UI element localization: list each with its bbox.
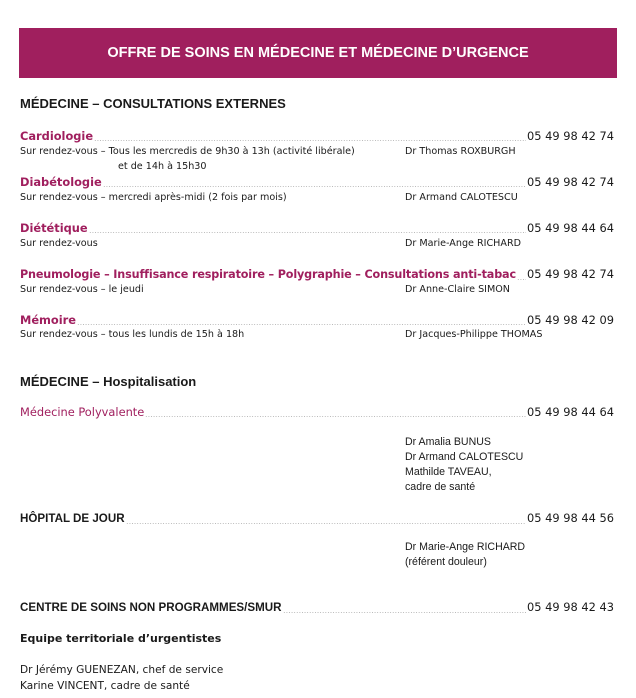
phone-number: 05 49 98 42 74 <box>527 175 614 189</box>
staff-list-hopital-de-jour <box>405 540 525 570</box>
phone-number: 05 49 98 42 43 <box>527 600 614 614</box>
entry-details: Sur rendez-vous – mercredi après-midi (2 fois par mois) <box>20 192 287 203</box>
entry-name: Diabétologie <box>20 175 102 189</box>
phone-number: 05 49 98 42 09 <box>527 313 614 327</box>
phone-number: 05 49 98 44 56 <box>527 511 614 525</box>
entry-centre-de-soins <box>20 600 614 615</box>
section-heading-hospitalisation: MÉDECINE – Hospitalisation <box>20 374 197 389</box>
entry-diabetologie <box>20 175 614 189</box>
staff-member: Mathilde TAVEAU, <box>405 466 492 478</box>
entry-name: CENTRE DE SOINS NON PROGRAMMES/SMUR <box>20 601 282 614</box>
team-member: Dr Jérémy GUENEZAN, chef de service <box>20 664 224 676</box>
entry-name: HÔPITAL DE JOUR <box>20 512 125 525</box>
entry-name: Pneumologie – Insuffisance respiratoire – Polygraphie – Consultations anti-tabac <box>20 268 516 281</box>
team-members <box>20 662 223 694</box>
dot-leader <box>94 131 526 141</box>
doctor-name: Dr Jacques-Philippe THOMAS <box>405 329 543 340</box>
entry-medecine-polyvalente <box>20 405 614 419</box>
entry-details: Sur rendez-vous – tous les lundis de 15h à 18h <box>20 329 245 340</box>
doctor-name: Dr Anne-Claire SIMON <box>405 284 510 295</box>
staff-member: (référent douleur) <box>405 556 487 568</box>
dot-leader <box>103 177 526 187</box>
entry-name: Cardiologie <box>20 129 94 143</box>
staff-member: Dr Armand CALOTESCU <box>405 451 524 463</box>
entry-cardiologie <box>20 129 614 143</box>
dot-leader <box>283 603 527 613</box>
entry-details: Sur rendez-vous – Tous les mercredis de 9h30 à 13h (activité libérale) <box>20 146 355 157</box>
dot-leader <box>126 514 526 524</box>
team-member: Karine VINCENT, cadre de santé <box>20 680 190 692</box>
dot-leader <box>145 407 526 417</box>
header-banner <box>19 28 617 78</box>
dot-leader <box>517 270 526 280</box>
entry-name: Mémoire <box>20 313 77 327</box>
staff-member: Dr Amalia BUNUS <box>405 436 491 448</box>
doctor-name: Dr Thomas ROXBURGH <box>405 146 516 157</box>
team-heading: Equipe territoriale d’urgentistes <box>20 632 222 645</box>
phone-number: 05 49 98 42 74 <box>527 267 614 281</box>
entry-name: Diététique <box>20 221 88 235</box>
entry-hopital-de-jour <box>20 511 614 526</box>
entry-pneumologie <box>20 267 614 282</box>
section-heading-consultations: MÉDECINE – CONSULTATIONS EXTERNES <box>20 96 286 111</box>
entry-details: et de 14h à 15h30 <box>118 161 207 172</box>
doctor-name: Dr Marie-Ange RICHARD <box>405 238 522 249</box>
staff-member: cadre de santé <box>405 481 476 493</box>
entry-details: Sur rendez-vous <box>20 238 98 249</box>
dot-leader <box>89 223 526 233</box>
dot-leader <box>77 315 526 325</box>
staff-member: Dr Marie-Ange RICHARD <box>405 541 526 553</box>
phone-number: 05 49 98 44 64 <box>527 221 614 235</box>
staff-list-polyvalente <box>405 435 523 495</box>
entry-details: Sur rendez-vous – le jeudi <box>20 284 144 295</box>
banner-title: OFFRE DE SOINS EN MÉDECINE ET MÉDECINE D’URGENCE <box>107 45 529 61</box>
entry-memoire <box>20 313 614 327</box>
entry-name: Médecine Polyvalente <box>20 405 145 419</box>
phone-number: 05 49 98 44 64 <box>527 405 614 419</box>
entry-dietetique <box>20 221 614 235</box>
doctor-name: Dr Armand CALOTESCU <box>405 192 518 203</box>
phone-number: 05 49 98 42 74 <box>527 129 614 143</box>
